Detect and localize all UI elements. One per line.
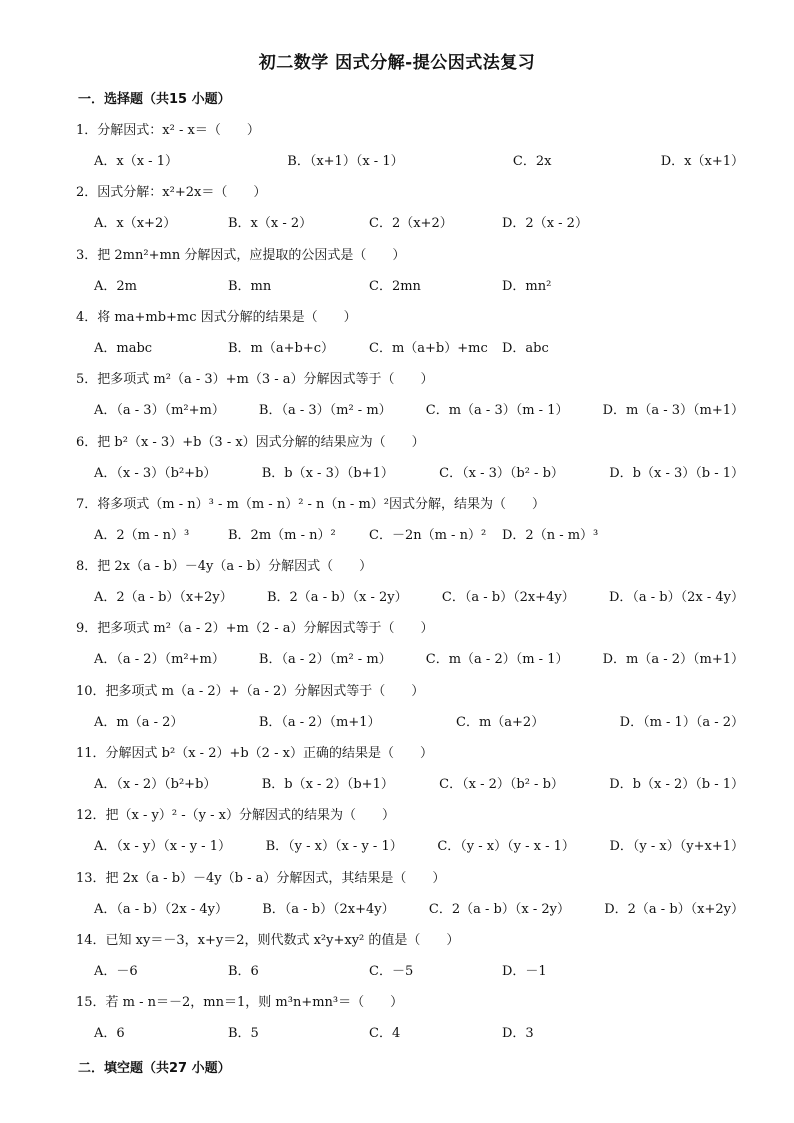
question-stem xyxy=(76,368,434,387)
option-d: D．mn² xyxy=(502,278,552,294)
option-b: B．（x+1）（x - 1） xyxy=(287,154,404,169)
option-c: C．（y - x）（y - x - 1） xyxy=(437,839,575,855)
option-d: D．－1 xyxy=(502,963,547,979)
question-text: 分解因式 b²（x - 2）+b（2 - x）正确的结果是（ ） xyxy=(105,746,433,761)
option-a: A．6 xyxy=(94,1026,125,1042)
question-text: 因式分解：x²+2x＝（ ） xyxy=(97,185,267,201)
question-number: 12． xyxy=(76,808,106,824)
question-stem xyxy=(76,680,424,699)
question-stem xyxy=(76,742,433,761)
question-text: 把多项式 m²（a - 3）+m（3 - a）分解因式等于（ ） xyxy=(97,372,434,388)
question-stem xyxy=(76,867,445,886)
option-c: C．（a - b）（2x+4y） xyxy=(441,590,575,606)
option-c: C．m（a+2） xyxy=(456,714,545,730)
question-stem xyxy=(76,929,459,948)
question-number: 10． xyxy=(76,683,106,699)
question-stem xyxy=(76,991,403,1010)
option-a: A．2（a - b）（x+2y） xyxy=(94,590,233,606)
option-a: A．mabc xyxy=(94,340,153,356)
question-stem xyxy=(76,181,266,200)
option-d: D．abc xyxy=(502,340,549,356)
option-d: D．（y - x）（y+x+1） xyxy=(609,839,744,855)
option-d: D．2（n - m）³ xyxy=(502,527,599,543)
question-text: 若 m - n＝－2，mn＝1，则 m³n+mn³＝（ ） xyxy=(105,995,404,1011)
option-d: D．2（a - b）（x+2y） xyxy=(604,901,744,917)
question-stem xyxy=(76,617,434,636)
option-b: B．（y - x）（x - y - 1） xyxy=(265,839,403,855)
option-c: C．2（x+2） xyxy=(369,216,453,232)
option-a: A．x（x+2） xyxy=(94,216,177,232)
option-c: C．－2n（m - n）² xyxy=(369,527,487,543)
question-stem xyxy=(76,493,545,512)
option-d: D．（m - 1）（a - 2） xyxy=(619,714,744,730)
option-c: C．m（a - 2）（m - 1） xyxy=(425,652,569,668)
option-b: B．（a - 2）（m² - m） xyxy=(258,652,392,668)
question-number: 11． xyxy=(76,746,106,761)
question-text: 已知 xy＝－3，x+y＝2，则代数式 x²y+xy² 的值是（ ） xyxy=(105,932,460,948)
question-text: 把多项式 m（a - 2）+（a - 2）分解因式等于（ ） xyxy=(105,683,425,699)
question-number: 7． xyxy=(76,496,98,512)
option-d: D．m（a - 2）（m+1） xyxy=(602,652,744,668)
question-number: 6． xyxy=(76,434,98,450)
question-number: 14． xyxy=(76,932,106,948)
question-text: 把 2x（a - b）－4y（b - a）分解因式，其结果是（ ） xyxy=(105,870,446,886)
option-d: D．m（a - 3）（m+1） xyxy=(602,403,744,419)
question-number: 9． xyxy=(76,621,98,637)
question-text: 把 2x（a - b）－4y（a - b）分解因式（ ） xyxy=(97,559,373,575)
option-c: C．m（a+b）+mc xyxy=(369,340,488,356)
option-c: C．4 xyxy=(369,1026,401,1042)
option-a: A．－6 xyxy=(94,963,138,979)
option-a: A．（x - 2）（b²+b） xyxy=(94,777,217,792)
question-stem xyxy=(76,555,372,574)
question-number: 13． xyxy=(76,870,106,886)
question-stem xyxy=(76,244,405,263)
option-d: D．b（x - 2）（b - 1） xyxy=(609,777,744,792)
question-number: 5． xyxy=(76,372,98,388)
question-text: 将 ma+mb+mc 因式分解的结果是（ ） xyxy=(97,309,357,325)
question-text: 分解因式：x² - x＝（ ） xyxy=(97,123,260,138)
option-a: A．m（a - 2） xyxy=(94,714,184,730)
option-b: B．2m（m - n）² xyxy=(228,527,336,543)
option-d: D．x（x+1） xyxy=(660,154,744,169)
question-stem xyxy=(76,306,357,325)
option-b: B．（a - b）（2x+4y） xyxy=(262,901,395,917)
option-a: A．2（m - n）³ xyxy=(94,527,190,543)
option-a: A．（x - 3）（b²+b） xyxy=(94,465,217,481)
question-number: 15． xyxy=(76,995,106,1011)
option-b: B．x（x - 2） xyxy=(228,216,313,232)
option-b: B．5 xyxy=(228,1026,259,1042)
question-number: 1． xyxy=(76,123,98,138)
option-a: A．（x - y）（x - y - 1） xyxy=(94,839,231,855)
section-heading-fill: 二．填空题（共27 小题） xyxy=(78,1061,231,1076)
question-text: 把 2mn²+mn 分解因式，应提取的公因式是（ ） xyxy=(97,247,406,263)
option-d: D．3 xyxy=(502,1026,534,1042)
option-d: D．（a - b）（2x - 4y） xyxy=(608,590,744,606)
option-b: B．b（x - 3）（b+1） xyxy=(261,465,394,481)
option-b: B．6 xyxy=(228,963,259,979)
question-stem xyxy=(76,431,425,450)
option-a: A．（a - 3）（m²+m） xyxy=(94,403,225,419)
question-text: 把 b²（x - 3）+b（3 - x）因式分解的结果应为（ ） xyxy=(97,434,425,450)
question-number: 4． xyxy=(76,309,98,325)
option-d: D．b（x - 3）（b - 1） xyxy=(609,465,744,481)
question-number: 8． xyxy=(76,559,98,575)
option-c: C．2mn xyxy=(369,278,421,294)
option-b: B．b（x - 2）（b+1） xyxy=(261,777,394,792)
question-text: 把多项式 m²（a - 2）+m（2 - a）分解因式等于（ ） xyxy=(97,621,434,637)
page-title: 初二数学 因式分解-提公因式法复习 xyxy=(258,53,536,73)
option-b: B．（a - 2）（m+1） xyxy=(258,714,381,730)
question-stem xyxy=(76,804,395,823)
question-number: 3． xyxy=(76,247,98,263)
question-text: 把（x - y）² -（y - x）分解因式的结果为（ ） xyxy=(105,808,395,824)
question-stem xyxy=(76,119,260,138)
option-d: D．2（x - 2） xyxy=(502,216,588,232)
option-b: B．m（a+b+c） xyxy=(228,340,335,356)
question-text: 将多项式（m - n）³ - m（m - n）² - n（n - m）²因式分解，结果为（ ） xyxy=(97,496,546,512)
option-c: C．2（a - b）（x - 2y） xyxy=(428,901,570,917)
option-c: C．（x - 2）（b² - b） xyxy=(439,777,564,792)
question-number: 2． xyxy=(76,185,98,201)
option-b: B．mn xyxy=(228,278,272,294)
option-a: A．（a - b）（2x - 4y） xyxy=(94,901,228,917)
option-b: B．2（a - b）（x - 2y） xyxy=(266,590,408,606)
option-a: A．x（x - 1） xyxy=(94,154,178,169)
section-heading-choice: 一．选择题（共15 小题） xyxy=(78,92,231,107)
option-c: C．m（a - 3）（m - 1） xyxy=(425,403,569,419)
option-b: B．（a - 3）（m² - m） xyxy=(258,403,392,419)
option-a: A．2m xyxy=(94,278,137,294)
option-c: C．2x xyxy=(512,154,552,169)
option-c: C．－5 xyxy=(369,963,414,979)
option-c: C．（x - 3）（b² - b） xyxy=(439,465,564,481)
option-a: A．（a - 2）（m²+m） xyxy=(94,652,225,668)
